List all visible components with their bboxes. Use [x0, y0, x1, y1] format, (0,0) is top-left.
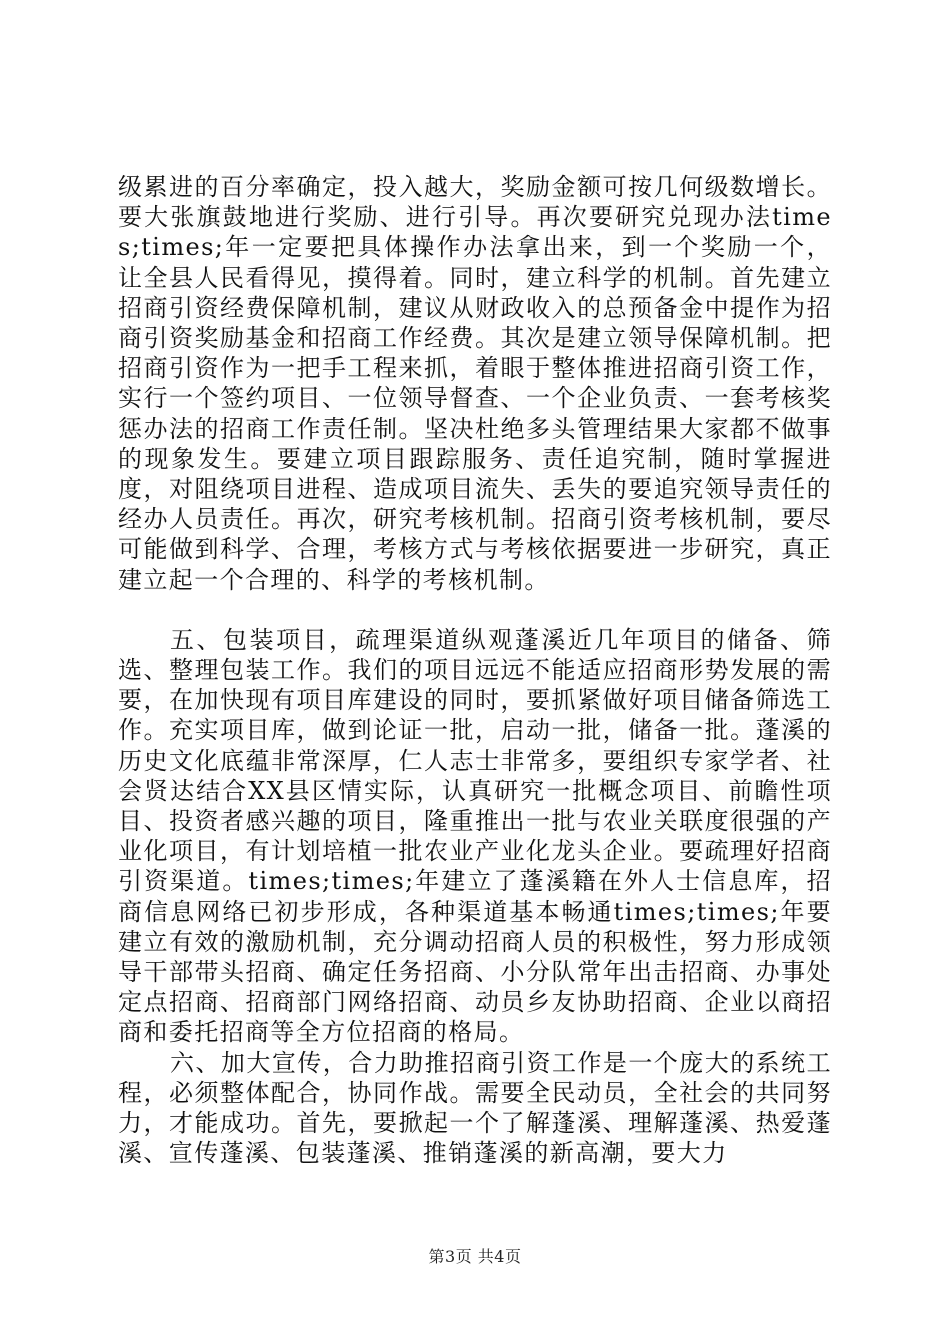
page-number-footer: 第3页 共4页 [428, 1247, 522, 1266]
paragraph-section-six: 六、加大宣传，合力助推招商引资工作是一个庞大的系统工程，必须整体配合，协同作战。需要全民动员，全社会的共同努力，才能成功。首先，要掀起一个了解蓬溪、理解蓬溪、热爱蓬溪、宣传蓬溪、包装蓬溪、推销蓬溪的新高潮，要大力 [118, 1048, 832, 1168]
paragraph-continuation: 级累进的百分率确定，投入越大，奖励金额可按几何级数增长。要大张旗鼓地进行奖励、进行引导。再次要研究兑现办法times;times;年一定要把具体操作办法拿出来，到一个奖励一个，让全县人民看得见，摸得着。同时，建立科学的机制。首先建立招商引资经费保障机制，建议从财政收入的总预备金中提作为招商引资奖励基金和招商工作经费。其次是建立领导保障机制。把招商引资作为一把手工程来抓，着眼于整体推进招商引资工作，实行一个签约项目、一位领导督查、一个企业负责、一套考核奖惩办法的招商工作责任制。坚决杜绝多头管理结果大家都不做事的现象发生。要建立项目跟踪服务、责任追究制，随时掌握进度，对阻绕项目进程、造成项目流失、丢失的要追究领导责任的经办人员责任。再次，研究考核机制。招商引资考核机制，要尽可能做到科学、合理，考核方式与考核依据要进一步研究，真正建立起一个合理的、科学的考核机制。 [118, 173, 832, 594]
paragraph-gap [118, 595, 832, 625]
paragraph-section-five: 五、包装项目，疏理渠道纵观蓬溪近几年项目的储备、筛选、整理包装工作。我们的项目远远不能适应招商形势发展的需要，在加快现有项目库建设的同时，要抓紧做好项目储备筛选工作。充实项目库，做到论证一批，启动一批，储备一批。蓬溪的历史文化底蕴非常深厚，仁人志士非常多，要组织专家学者、社会贤达结合XX县区情实际，认真研究一批概念项目、前瞻性项目、投资者感兴趣的项目，隆重推出一批与农业关联度很强的产业化项目，有计划培植一批农业产业化龙头企业。要疏理好招商引资渠道。times;times;年建立了蓬溪籍在外人士信息库，招商信息网络已初步形成，各种渠道基本畅通times;times;年要建立有效的激励机制，充分调动招商人员的积极性，努力形成领导干部带头招商、确定任务招商、小分队常年出击招商、办事处定点招商、招商部门网络招商、动员乡友协助招商、企业以商招商和委托招商等全方位招商的格局。 [118, 625, 832, 1047]
document-body [118, 172, 832, 1169]
